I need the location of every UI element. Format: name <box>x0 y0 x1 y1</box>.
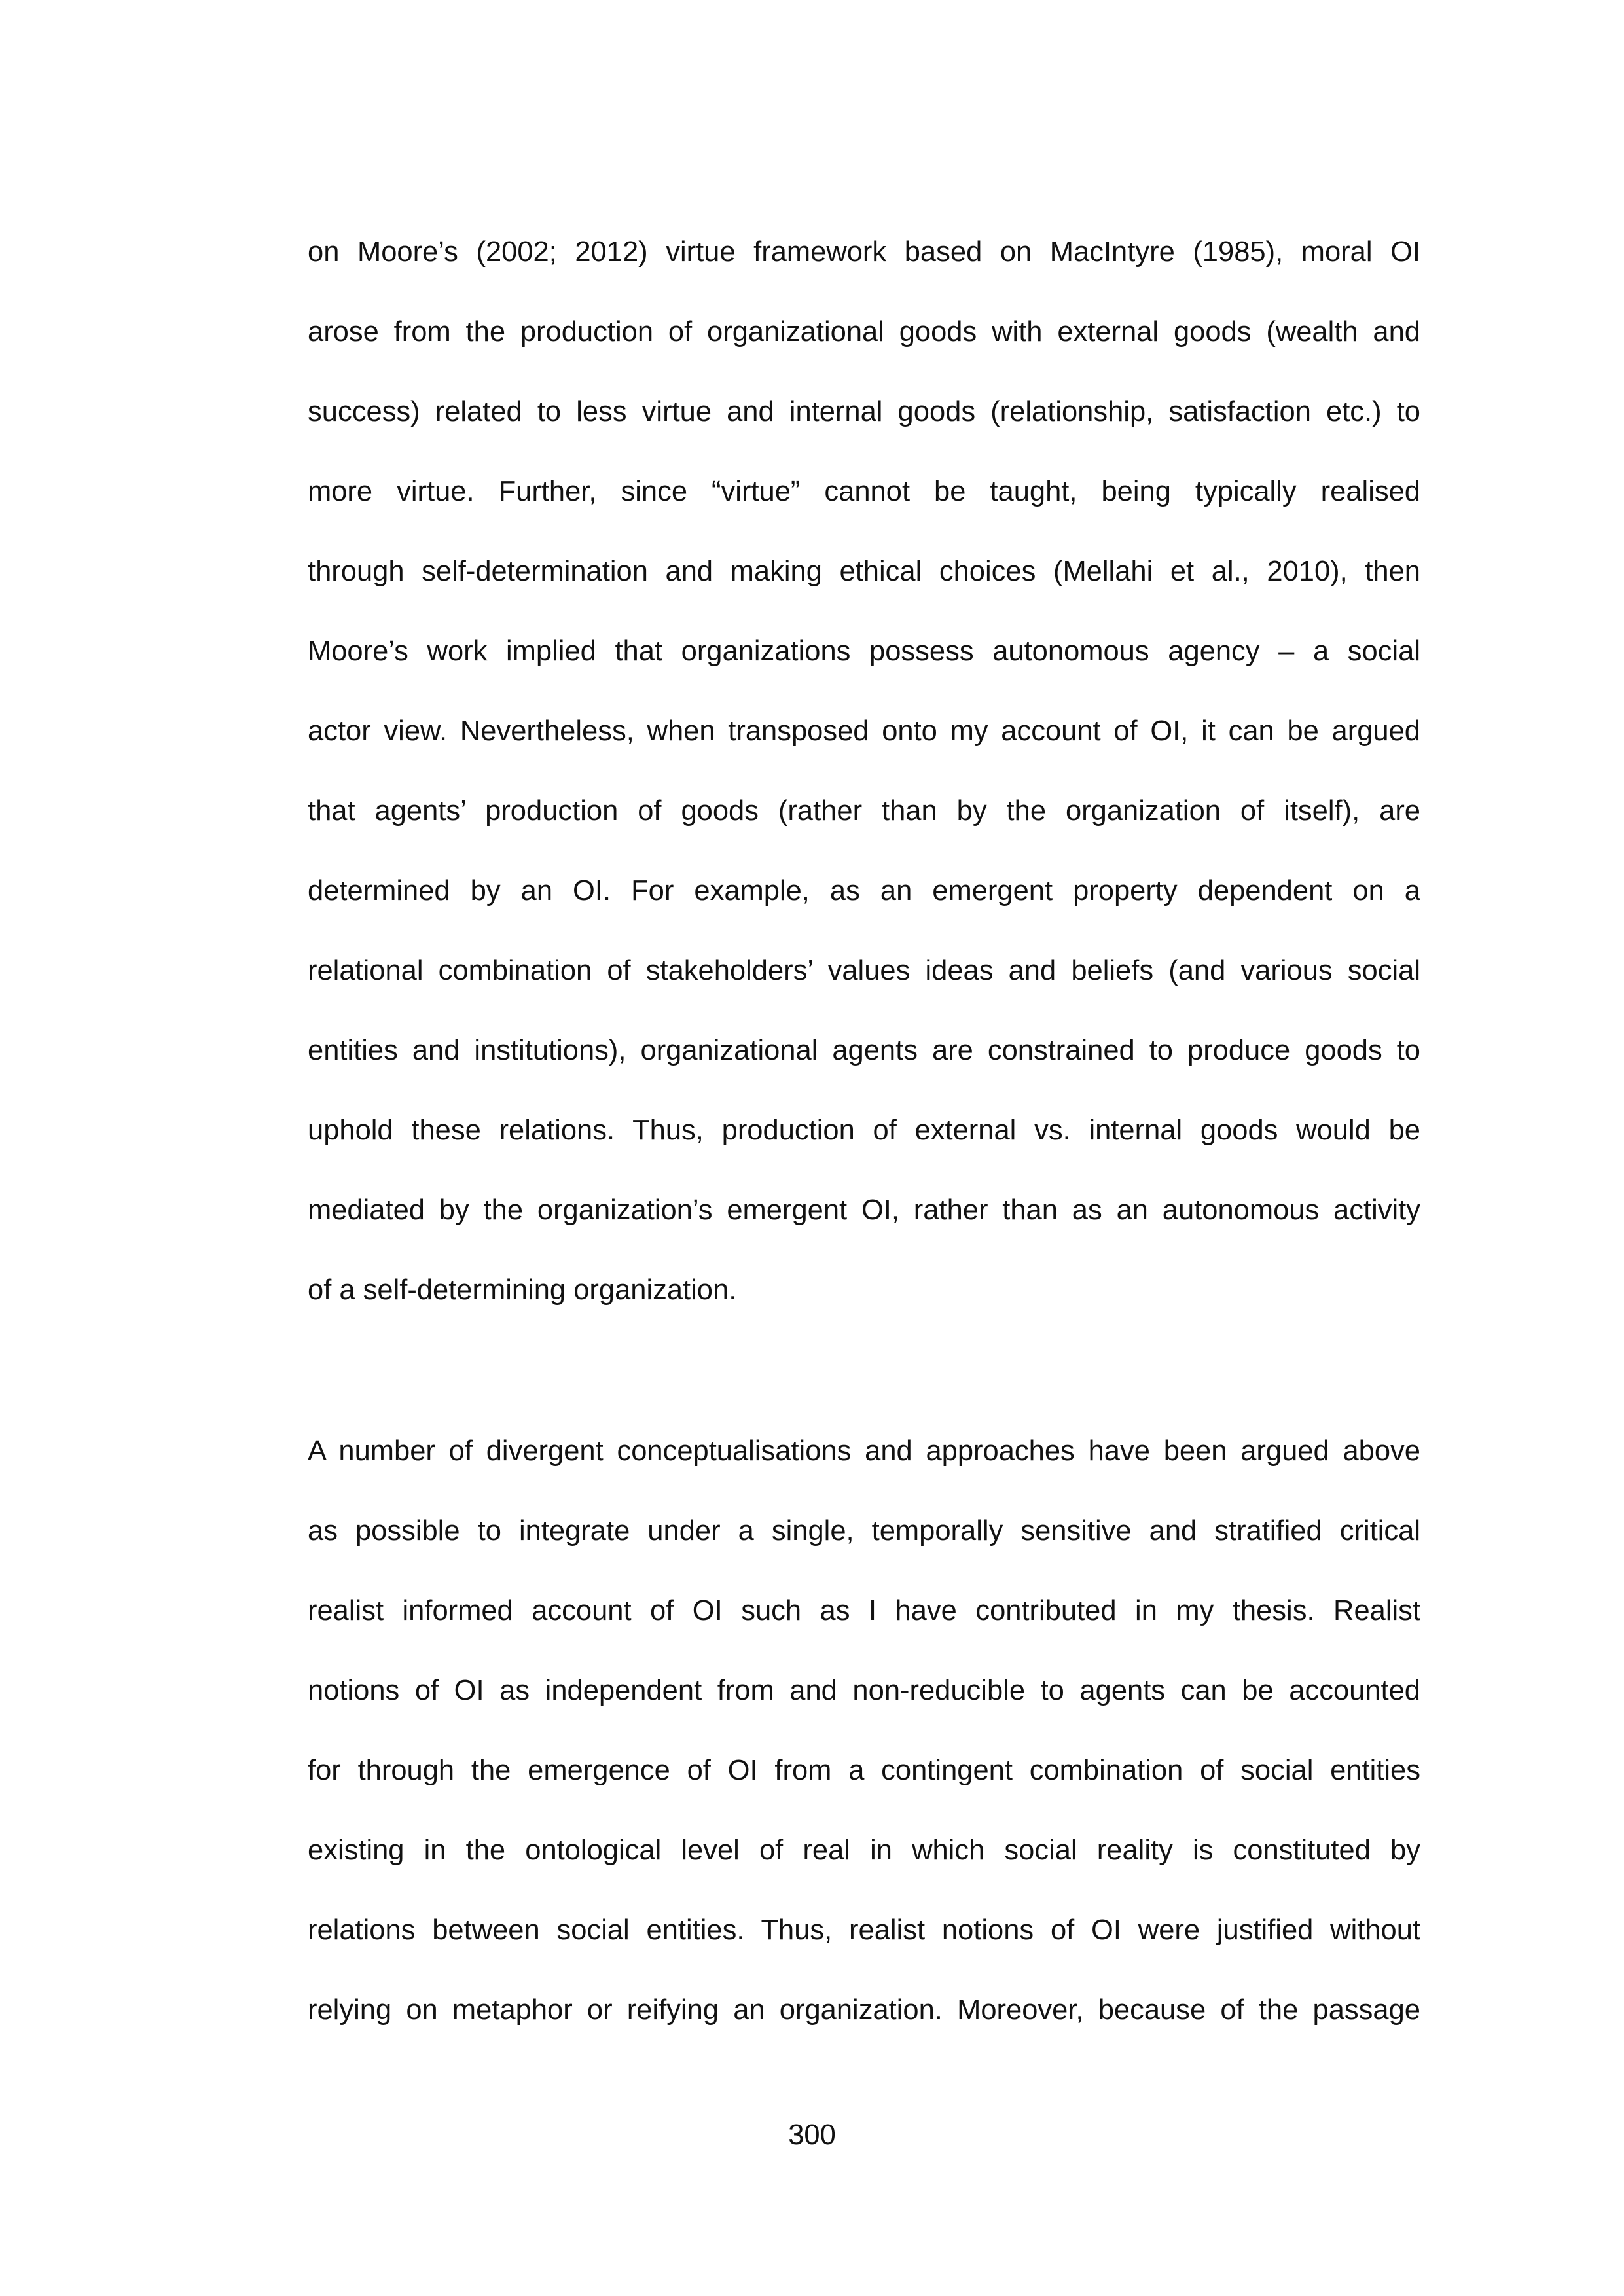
text-line: success) related to less virtue and internal goods (relationship, satisfaction etc.) to <box>308 396 1420 427</box>
text-line: determined by an OI. For example, as an emergent property dependent on a <box>308 875 1420 906</box>
page-number: 300 <box>788 2119 836 2151</box>
text-line: A number of divergent conceptualisations and approaches have been argued above <box>308 1435 1420 1467</box>
text-line: for through the emergence of OI from a contingent combination of social entities <box>308 1755 1420 1786</box>
text-line: notions of OI as independent from and non-reducible to agents can be accounted <box>308 1675 1420 1706</box>
text-line: as possible to integrate under a single, temporally sensitive and stratified critical <box>308 1515 1420 1547</box>
text-line: existing in the ontological level of real in which social reality is constituted by <box>308 1835 1420 1866</box>
text-line: more virtue. Further, since “virtue” cannot be taught, being typically realised <box>308 476 1420 507</box>
text-line: arose from the production of organizational goods with external goods (wealth and <box>308 316 1420 348</box>
text-line: on Moore’s (2002; 2012) virtue framework based on MacIntyre (1985), moral OI <box>308 236 1420 268</box>
text-line: relations between social entities. Thus, realist notions of OI were justified without <box>308 1914 1420 1946</box>
text-line: actor view. Nevertheless, when transposed onto my account of OI, it can be argued <box>308 715 1420 747</box>
text-line: realist informed account of OI such as I have contributed in my thesis. Realist <box>308 1595 1420 1626</box>
text-line: that agents’ production of goods (rather than by the organization of itself), are <box>308 795 1420 827</box>
text-line: uphold these relations. Thus, production of external vs. internal goods would be <box>308 1115 1420 1146</box>
text-line: relying on metaphor or reifying an organization. Moreover, because of the passage <box>308 1994 1420 2026</box>
text-line: relational combination of stakeholders’ values ideas and beliefs (and various social <box>308 955 1420 986</box>
text-line: Moore’s work implied that organizations possess autonomous agency – a social <box>308 636 1420 667</box>
text-line: entities and institutions), organizational agents are constrained to produce goods to <box>308 1035 1420 1066</box>
text-line: of a self-determining organization. <box>308 1274 737 1306</box>
text-line: mediated by the organization’s emergent OI, rather than as an autonomous activity <box>308 1194 1420 1226</box>
text-line: through self-determination and making ethical choices (Mellahi et al., 2010), then <box>308 556 1420 587</box>
